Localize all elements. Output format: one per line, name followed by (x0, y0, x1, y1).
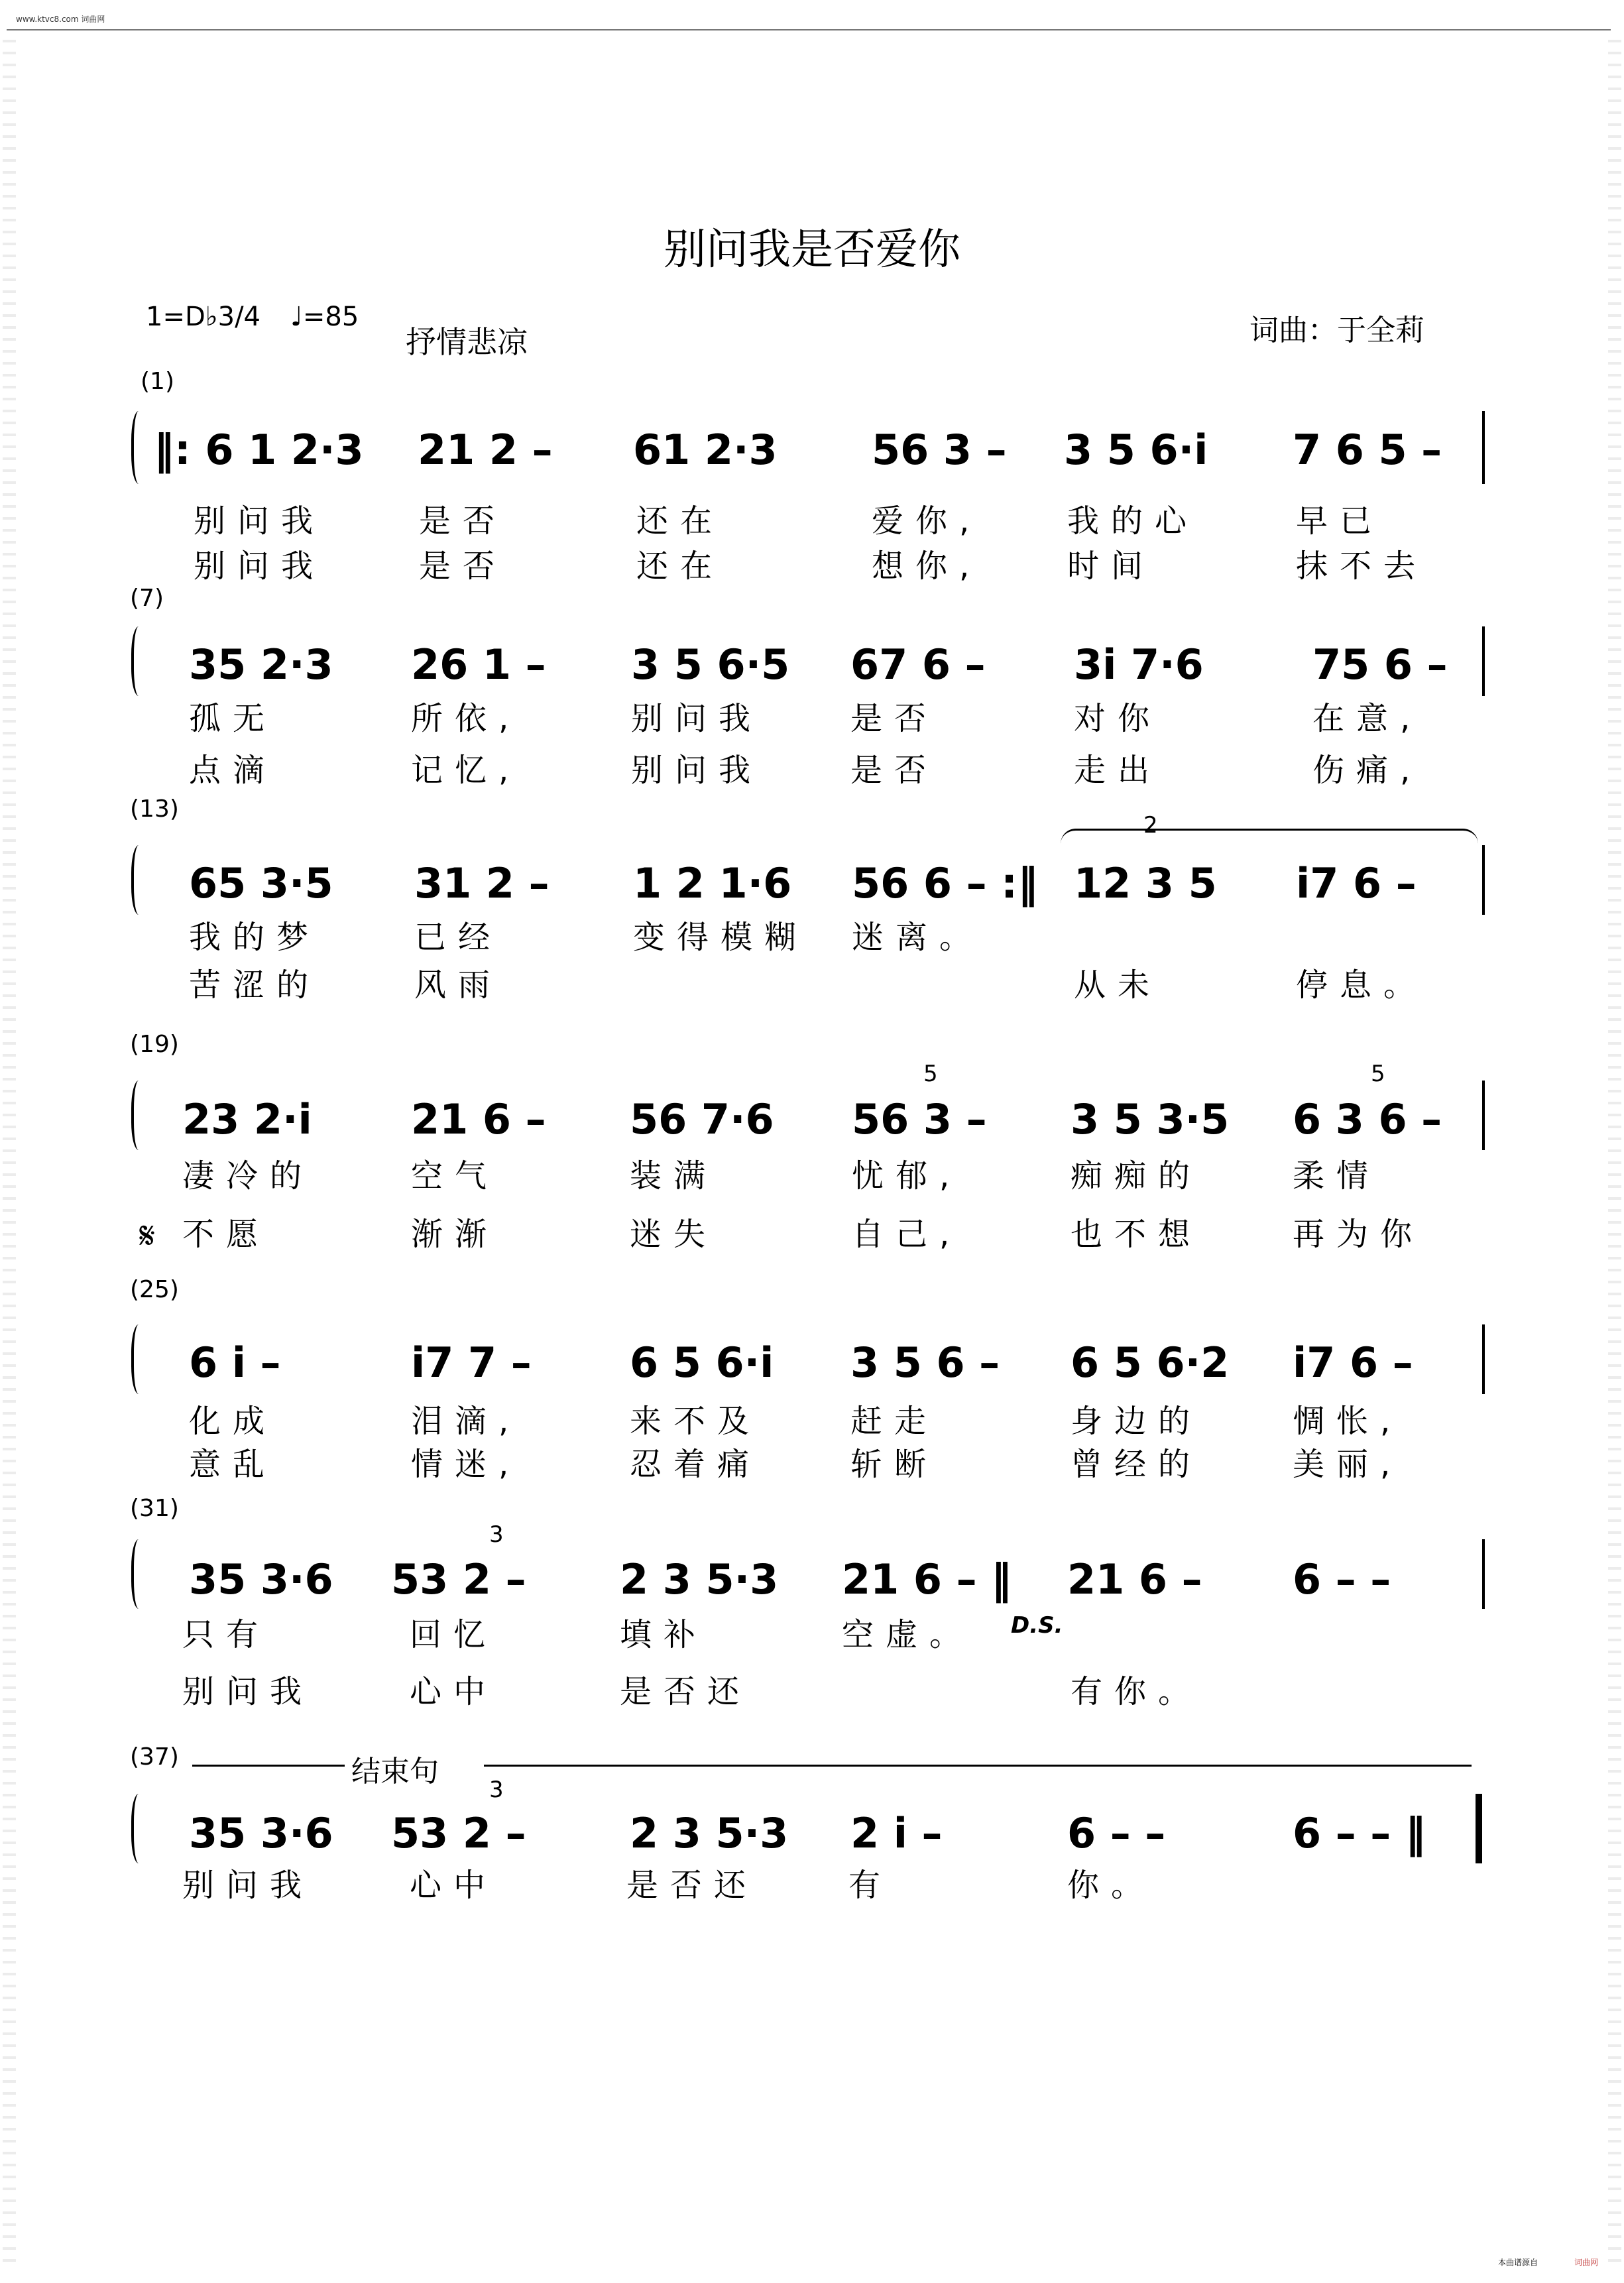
measure: i7 6 – (1296, 859, 1417, 907)
system-brace (131, 411, 150, 484)
measure-number: (19) (130, 1031, 179, 1058)
lyric: 别问我 (182, 1867, 314, 1904)
measure: 56 6 – :‖ (852, 859, 1038, 907)
measure: 23 2·i (182, 1095, 312, 1143)
footer-source-text: 本曲谱源自 (1498, 2258, 1538, 2267)
tempo-mark: ♩=85 (290, 302, 359, 332)
tuplet-mark: 5 (1371, 1061, 1385, 1087)
lyric: 来不及 (630, 1403, 762, 1440)
system-brace (131, 845, 150, 915)
lyric: 从未 (1074, 966, 1162, 1004)
barline (1482, 626, 1485, 696)
measure: 21 6 – (1067, 1555, 1202, 1604)
barline (1482, 845, 1485, 915)
measure: 7 6 5 – (1293, 426, 1442, 474)
score-title: 别问我是否爱你 (664, 225, 960, 274)
lyric: 想你, (872, 548, 982, 585)
measure: 26 1 – (411, 640, 546, 689)
lyric: 是否 (850, 752, 939, 789)
tuplet-mark: 3 (489, 1521, 504, 1548)
measure: 12 3 5 (1074, 859, 1217, 907)
lyric: 身边的 (1071, 1403, 1202, 1440)
lyric: 泪滴, (411, 1403, 521, 1440)
ds-mark: D.S. (1011, 1612, 1063, 1639)
system-brace (131, 1539, 150, 1609)
measure: 3 5 6 – (850, 1338, 1000, 1387)
measure: 6 5 6·2 (1071, 1338, 1230, 1387)
watermark-border-left (3, 30, 16, 2264)
barline (1482, 1539, 1485, 1609)
lyric: 忧郁, (852, 1157, 962, 1195)
measure: 35 3·6 (189, 1809, 333, 1857)
lyric: 迷失 (630, 1216, 718, 1253)
lyric: 心中 (410, 1867, 498, 1904)
lyric: 风雨 (414, 966, 502, 1004)
credits: 词曲：于全莉 (1249, 314, 1424, 347)
measure: 1 2 1·6 (633, 859, 792, 907)
lyric: 还在 (636, 502, 725, 540)
lyric: 我的心 (1067, 502, 1199, 540)
measure: 3 5 6·5 (631, 640, 790, 689)
measure: ‖: 6 1 2·3 (154, 426, 364, 474)
lyric: 赶走 (850, 1403, 939, 1440)
lyric: 对你 (1074, 700, 1162, 737)
lyric: 迷离。 (852, 919, 984, 956)
lyric: 填补 (620, 1616, 708, 1653)
lyric: 忍着痛 (630, 1446, 762, 1483)
measure: 21 6 – (411, 1095, 546, 1143)
measure: 6 3 6 – (1293, 1095, 1442, 1143)
watermark-border-right (1608, 30, 1621, 2264)
measure: 6 – – ‖ (1293, 1809, 1426, 1857)
measure: 3i 7·6 (1074, 640, 1204, 689)
measure: 35 2·3 (189, 640, 333, 689)
key-signature: 1=D♭3/4 (146, 302, 261, 332)
measure: 53 2 – (391, 1809, 526, 1857)
lyric: 空虚。 (842, 1616, 974, 1653)
measure: 61 2·3 (633, 426, 778, 474)
lyric: 时间 (1067, 548, 1155, 585)
measure: 75 6 – (1312, 640, 1448, 689)
measure: 56 7·6 (630, 1095, 774, 1143)
lyric: 所依, (411, 700, 521, 737)
lyric: 斩断 (850, 1446, 939, 1483)
measure: 21 2 – (418, 426, 553, 474)
measure: 2 i – (850, 1809, 943, 1857)
lyric: 是否 (850, 700, 939, 737)
lyric: 别问我 (631, 752, 763, 789)
measure: i7 6 – (1293, 1338, 1413, 1387)
lyric: 柔情 (1293, 1157, 1381, 1195)
lyric: 自己, (852, 1216, 962, 1253)
lyric: 伤痛, (1312, 752, 1422, 789)
measure: 6 – – (1067, 1809, 1166, 1857)
lyric: 走出 (1074, 752, 1162, 789)
measure-number: (25) (130, 1276, 179, 1303)
lyric: 痴痴的 (1071, 1157, 1202, 1195)
coda-line (484, 1765, 1472, 1767)
lyric: 还在 (636, 548, 725, 585)
tuplet-mark: 3 (489, 1777, 504, 1803)
lyric: 意乱 (189, 1446, 277, 1483)
measure: i7 7 – (411, 1338, 532, 1387)
coda-line (192, 1765, 351, 1767)
measure: 2 3 5·3 (630, 1809, 789, 1857)
measure: 56 3 – (852, 1095, 987, 1143)
measure: 2 3 5·3 (620, 1555, 779, 1604)
system-brace (131, 1324, 150, 1394)
expression-mark: 抒情悲凉 (406, 324, 528, 360)
segno-sign: 𝄋 (139, 1214, 156, 1258)
lyric: 不愿 (182, 1216, 270, 1253)
barline (1482, 411, 1485, 484)
lyric: 我的梦 (189, 919, 321, 956)
measure-number: (31) (130, 1495, 179, 1522)
measure: 6 – – (1293, 1555, 1391, 1604)
lyric: 美丽, (1293, 1446, 1403, 1483)
lyric: 记忆, (411, 752, 521, 789)
header-rule (7, 29, 1611, 30)
measure: 6 i – (189, 1338, 281, 1387)
lyric: 化成 (189, 1403, 277, 1440)
lyric: 早已 (1296, 502, 1384, 540)
measure: 31 2 – (414, 859, 550, 907)
lyric: 凄冷的 (182, 1157, 314, 1195)
measure: 3 5 6·i (1064, 426, 1208, 474)
measure: 6 5 6·i (630, 1338, 774, 1387)
lyric: 是否 (419, 548, 507, 585)
lyric: 是否还 (620, 1673, 752, 1710)
volta-number: 2 (1143, 812, 1158, 839)
lyric: 装满 (630, 1157, 718, 1195)
lyric: 有 (848, 1867, 893, 1904)
lyric: 别问我 (194, 548, 325, 585)
lyric: 再为你 (1293, 1216, 1424, 1253)
lyric: 苦涩的 (189, 966, 321, 1004)
barline (1482, 1081, 1485, 1150)
coda-label: 结束句 (345, 1747, 445, 1790)
system-brace (131, 1081, 150, 1150)
system-brace (131, 626, 150, 696)
lyric: 渐渐 (411, 1216, 499, 1253)
lyric: 抹不去 (1296, 548, 1428, 585)
lyric: 你。 (1067, 1867, 1155, 1904)
lyric: 回忆 (410, 1616, 498, 1653)
measure-number: (7) (130, 585, 164, 612)
measure: 35 3·6 (189, 1555, 333, 1604)
lyric: 已经 (414, 919, 502, 956)
lyric: 心中 (410, 1673, 498, 1710)
site-url: www.ktvc8.com 词曲网 (16, 15, 105, 24)
measure: 67 6 – (850, 640, 986, 689)
measure: 53 2 – (391, 1555, 526, 1604)
lyric: 是否还 (626, 1867, 758, 1904)
barline (1482, 1324, 1485, 1394)
lyric: 情迷, (411, 1446, 521, 1483)
lyric: 惆怅, (1293, 1403, 1403, 1440)
tuplet-mark: 5 (923, 1061, 938, 1087)
measure-number: (13) (130, 795, 179, 823)
lyric: 别问我 (194, 502, 325, 540)
lyric: 空气 (411, 1157, 499, 1195)
measure: 65 3·5 (189, 859, 333, 907)
footer-site-name: 词曲网 (1574, 2258, 1599, 2267)
lyric: 曾经的 (1071, 1446, 1202, 1483)
lyric: 爱你, (872, 502, 982, 540)
measure: 21 6 – ‖ (842, 1555, 1012, 1604)
lyric: 点滴 (189, 752, 277, 789)
final-barline (1476, 1794, 1482, 1863)
lyric: 也不想 (1071, 1216, 1202, 1253)
lyric: 是否 (419, 502, 507, 540)
lyric: 停息。 (1296, 966, 1428, 1004)
measure: 3 5 3·5 (1071, 1095, 1230, 1143)
lyric: 有你。 (1071, 1673, 1202, 1710)
measure: 56 3 – (872, 426, 1007, 474)
lyric: 只有 (182, 1616, 270, 1653)
lyric: 孤无 (189, 700, 277, 737)
lyric: 别问我 (631, 700, 763, 737)
lyric: 别问我 (182, 1673, 314, 1710)
volta-bracket (1061, 829, 1478, 844)
lyric: 在意, (1312, 700, 1422, 737)
lyric: 变得模糊 (633, 919, 809, 956)
measure-number: (37) (130, 1743, 179, 1771)
measure-number: (1) (141, 368, 174, 395)
system-brace (131, 1794, 150, 1863)
